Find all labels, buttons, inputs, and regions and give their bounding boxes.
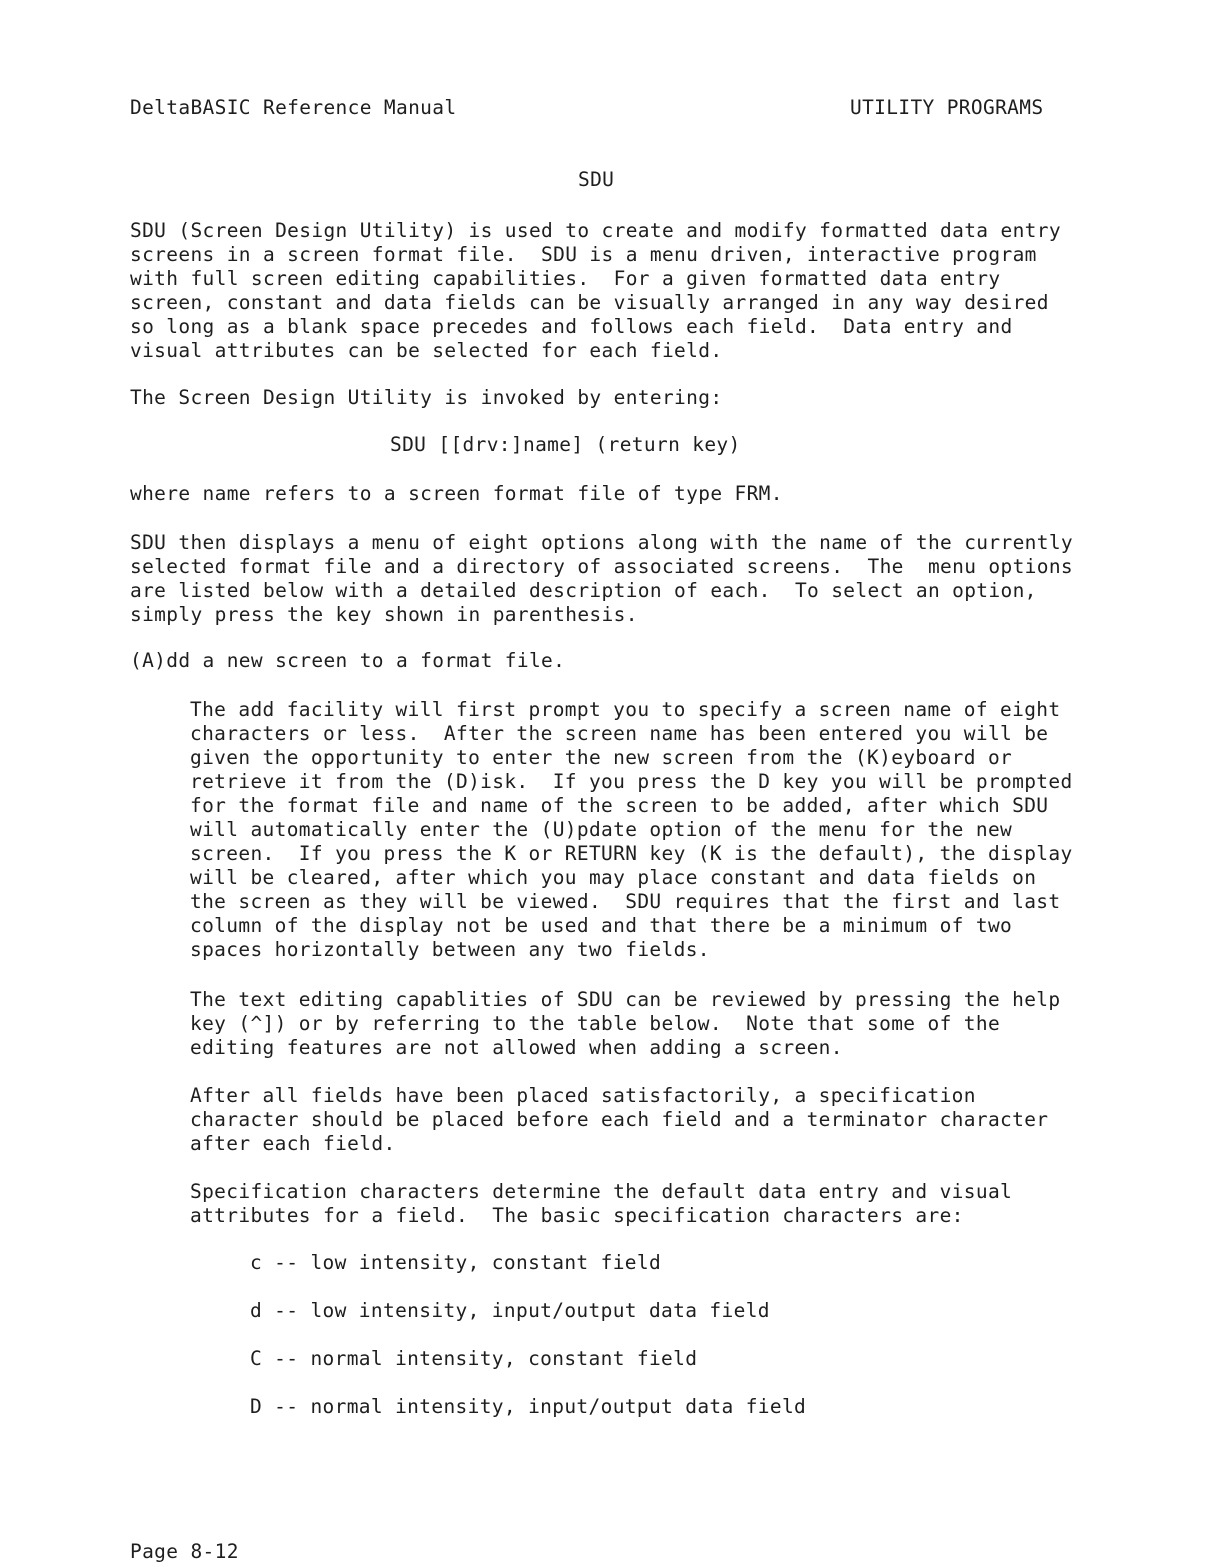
text-line: will automatically enter the (U)pdate option of the menu for the new: [190, 818, 1013, 841]
spec-char-c-upper: C -- normal intensity, constant field: [250, 1347, 698, 1370]
editing-capabilities-paragraph: [190, 988, 1060, 1060]
text-line: retrieve it from the (D)isk. If you press the D key you will be prompted: [190, 770, 1073, 793]
text-line: simply press the key shown in parenthesis.: [130, 603, 638, 626]
text-line: for the format file and name of the screen to be added, after which SDU: [190, 794, 1049, 817]
text-line: characters or less. After the screen name has been entered you will be: [190, 722, 1049, 745]
header-manual-title: DeltaBASIC Reference Manual: [130, 96, 457, 119]
text-line: after each field.: [190, 1132, 396, 1155]
text-line: visual attributes can be selected for each field.: [130, 339, 723, 362]
section-title: SDU: [578, 168, 615, 191]
invocation-paragraph: The Screen Design Utility is invoked by entering:: [130, 386, 723, 409]
file-type-paragraph: where name refers to a screen format file of type FRM.: [130, 482, 783, 505]
menu-paragraph: [130, 531, 1073, 627]
command-syntax: SDU [[drv:]name] (return key): [390, 433, 741, 456]
spec-char-d-upper: D -- normal intensity, input/output data field: [250, 1395, 807, 1418]
text-line: After all fields have been placed satisfactorily, a specification: [190, 1084, 976, 1107]
page-number: Page 8-12: [130, 1540, 239, 1563]
text-line: column of the display not be used and that there be a minimum of two: [190, 914, 1013, 937]
text-line: given the opportunity to enter the new screen from the (K)eyboard or: [190, 746, 1013, 769]
text-line: the screen as they will be viewed. SDU requires that the first and last: [190, 890, 1061, 913]
option-add-heading: (A)dd a new screen to a format file.: [130, 649, 566, 672]
text-line: The text editing capablities of SDU can be reviewed by pressing the help: [190, 988, 1061, 1011]
text-line: The add facility will first prompt you to specify a screen name of eight: [190, 698, 1061, 721]
text-line: screen. If you press the K or RETURN key (K is the default), the display: [190, 842, 1073, 865]
text-line: screens in a screen format file. SDU is a menu driven, interactive program: [130, 243, 1037, 266]
text-line: character should be placed before each field and a terminator character: [190, 1108, 1049, 1131]
text-line: so long as a blank space precedes and follows each field. Data entry and: [130, 315, 1013, 338]
text-line: will be cleared, after which you may place constant and data fields on: [190, 866, 1037, 889]
text-line: key (^]) or by referring to the table below. Note that some of the: [190, 1012, 1001, 1035]
text-line: selected format file and a directory of associated screens. The menu options: [130, 555, 1074, 578]
text-line: SDU then displays a menu of eight options along with the name of the currently: [130, 531, 1074, 554]
header-chapter-title: UTILITY PROGRAMS: [850, 96, 1044, 119]
text-line: SDU (Screen Design Utility) is used to create and modify formatted data entry: [130, 219, 1061, 242]
specification-characters-paragraph: [190, 1180, 1012, 1228]
text-line: screen, constant and data fields can be visually arranged in any way desired: [130, 291, 1049, 314]
text-line: spaces horizontally between any two fields.: [190, 938, 710, 961]
text-line: editing features are not allowed when adding a screen.: [190, 1036, 843, 1059]
text-line: with full screen editing capabilities. For a given formatted data entry: [130, 267, 1001, 290]
text-line: Specification characters determine the default data entry and visual: [190, 1180, 1013, 1203]
spec-char-c-lower: c -- low intensity, constant field: [250, 1251, 662, 1274]
text-line: attributes for a field. The basic specification characters are:: [190, 1204, 964, 1227]
intro-paragraph: [130, 219, 1061, 363]
spec-char-d-lower: d -- low intensity, input/output data field: [250, 1299, 770, 1322]
add-description-paragraph: [190, 698, 1073, 962]
specification-placement-paragraph: [190, 1084, 1048, 1156]
text-line: are listed below with a detailed description of each. To select an option,: [130, 579, 1037, 602]
